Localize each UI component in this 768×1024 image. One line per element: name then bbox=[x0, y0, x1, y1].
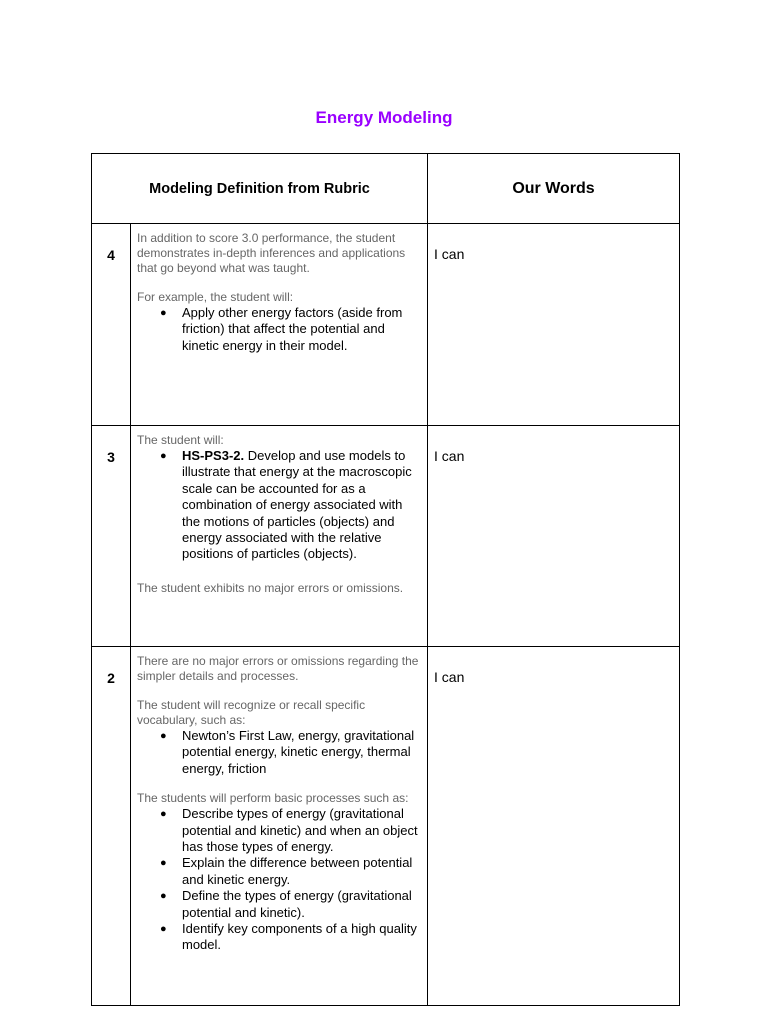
header-row bbox=[92, 154, 680, 224]
standard-code: HS-PS3-2. bbox=[182, 448, 245, 463]
list-item bbox=[160, 888, 421, 921]
definition-text: The students will perform basic processes such as: bbox=[137, 791, 409, 806]
definition-text: The student exhibits no major errors or omissions. bbox=[137, 580, 404, 595]
bullet-icon: ● bbox=[160, 808, 167, 821]
table-row bbox=[92, 224, 680, 426]
list-item-text: Develop and use models to illustrate that energy at the macroscopic scale can be accounted for as a combination of energy associated with the motions of particles (objects) and energy associated with the relative positions of particles (objects). bbox=[182, 448, 412, 562]
list-item bbox=[160, 728, 421, 777]
bullet-list bbox=[137, 448, 421, 563]
header-our-words: Our Words bbox=[428, 154, 680, 224]
list-item bbox=[160, 806, 421, 855]
bullet-list bbox=[137, 806, 421, 954]
our-words-cell[interactable]: I can bbox=[428, 224, 680, 426]
bullet-icon: ● bbox=[160, 450, 167, 462]
definition-text: The student will: bbox=[137, 433, 224, 447]
definition-cell bbox=[131, 647, 428, 1006]
score-cell: 2 bbox=[92, 647, 131, 1006]
our-words-cell[interactable]: I can bbox=[428, 647, 680, 1006]
definition-text: There are no major errors or omissions regarding the simpler details and processes. bbox=[137, 654, 419, 683]
list-item-text: Newton’s First Law, energy, gravitational potential energy, kinetic energy, thermal energy, friction bbox=[182, 728, 415, 776]
list-item-text: Identify key components of a high quality model. bbox=[182, 921, 417, 953]
score-cell: 3 bbox=[92, 426, 131, 647]
list-item bbox=[160, 855, 421, 888]
list-item-text: Apply other energy factors (aside from friction) that affect the potential and kinetic energy in their model. bbox=[182, 305, 403, 353]
bullet-icon: ● bbox=[160, 923, 167, 936]
page-title: Energy Modeling bbox=[315, 108, 453, 127]
bullet-icon: ● bbox=[160, 730, 167, 742]
rubric-table bbox=[91, 153, 680, 1006]
list-item bbox=[160, 305, 421, 354]
list-item bbox=[160, 448, 421, 563]
our-words-cell[interactable]: I can bbox=[428, 426, 680, 647]
definition-cell bbox=[131, 426, 428, 647]
bullet-icon: ● bbox=[160, 857, 167, 870]
table-row bbox=[92, 426, 680, 647]
definition-cell bbox=[131, 224, 428, 426]
definition-text: The student will recognize or recall specific vocabulary, such as: bbox=[137, 698, 366, 727]
list-item bbox=[160, 921, 421, 954]
list-item-text: Explain the difference between potential and kinetic energy. bbox=[182, 855, 413, 887]
bullet-list bbox=[137, 728, 421, 777]
score-cell: 4 bbox=[92, 224, 131, 426]
bullet-list bbox=[137, 305, 421, 354]
definition-text: For example, the student will: bbox=[137, 290, 294, 304]
table-row bbox=[92, 647, 680, 1006]
list-item-text: Define the types of energy (gravitational potential and kinetic). bbox=[182, 888, 412, 920]
definition-text: In addition to score 3.0 performance, the student demonstrates in-depth inferences and applications that go beyond what was taught. bbox=[137, 231, 406, 275]
list-item-text: Describe types of energy (gravitational potential and kinetic) and when an object has those types of energy. bbox=[182, 806, 418, 855]
header-definition: Modeling Definition from Rubric bbox=[92, 154, 428, 224]
bullet-icon: ● bbox=[160, 307, 167, 319]
bullet-icon: ● bbox=[160, 890, 167, 903]
